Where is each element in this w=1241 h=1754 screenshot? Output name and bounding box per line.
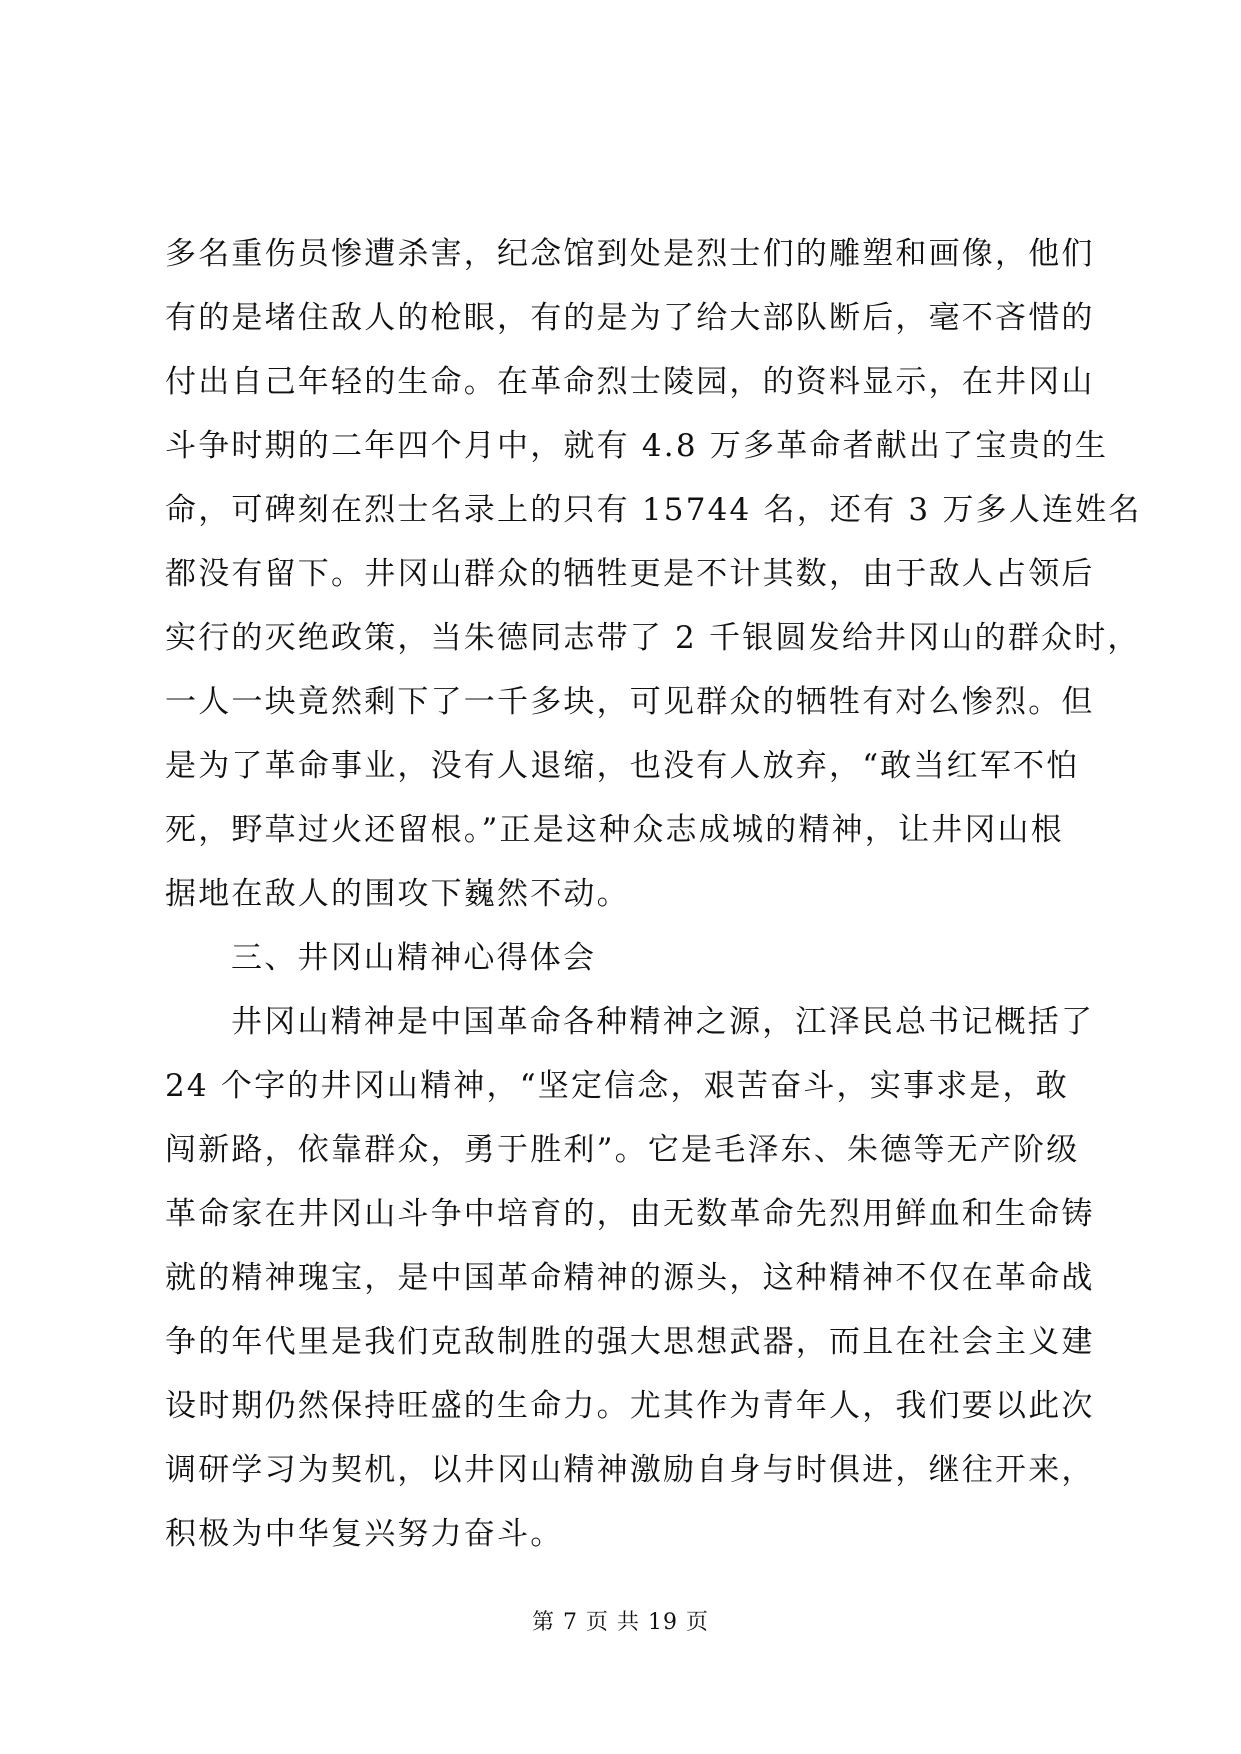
text-line: 争的年代里是我们克敌制胜的强大思想武器，而且在社会主义建 [165,1324,1095,1360]
text-line: 都没有留下。井冈山群众的牺牲更是不计其数，由于敌人占领后 [165,556,1095,592]
text-line: 一人一块竟然剩下了一千多块，可见群众的牺牲有对么惨烈。但 [165,684,1095,720]
text-line: 调研学习为契机，以井冈山精神激励自身与时俱进，继往开来， [165,1452,1095,1488]
text-line: 24 个字的井冈山精神，“坚定信念，艰苦奋斗，实事求是，敢 [165,1068,1069,1104]
page-number-footer: 第 7 页 共 19 页 [532,1610,709,1635]
text-line: 设时期仍然保持旺盛的生命力。尤其作为青年人，我们要以此次 [165,1388,1095,1424]
text-line: 有的是堵住敌人的枪眼，有的是为了给大部队断后，毫不吝惜的 [165,300,1095,336]
section-heading: 三、井冈山精神心得体会 [231,940,597,976]
text-line: 付出自己年轻的生命。在革命烈士陵园，的资料显示，在井冈山 [165,364,1095,400]
text-line: 就的精神瑰宝，是中国革命精神的源头，这种精神不仅在革命战 [165,1260,1095,1296]
text-line: 积极为中华复兴努力奋斗。 [165,1516,564,1552]
text-line: 革命家在井冈山斗争中培育的，由无数革命先烈用鲜血和生命铸 [165,1196,1095,1232]
text-line: 死，野草过火还留根。”正是这种众志成城的精神，让井冈山根 [165,812,1064,848]
text-line: 据地在敌人的围攻下巍然不动。 [165,876,630,912]
text-line: 是为了革命事业，没有人退缩，也没有人放弃，“敢当红军不怕 [165,748,1080,784]
body-text [165,232,1142,1576]
text-line: 井冈山精神是中国革命各种精神之源，江泽民总书记概括了 [231,1004,1095,1040]
text-line: 实行的灭绝政策，当朱德同志带了 2 千银圆发给井冈山的群众时， [165,620,1141,656]
text-line: 命，可碑刻在烈士名录上的只有 15744 名，还有 3 万多人连姓名 [165,492,1142,528]
text-line: 多名重伤员惨遭杀害，纪念馆到处是烈士们的雕塑和画像，他们 [165,236,1095,272]
text-line: 闯新路，依靠群众，勇于胜利”。它是毛泽东、朱德等无产阶级 [165,1132,1080,1168]
text-line: 斗争时期的二年四个月中，就有 4.8 万多革命者献出了宝贵的生 [165,428,1109,464]
